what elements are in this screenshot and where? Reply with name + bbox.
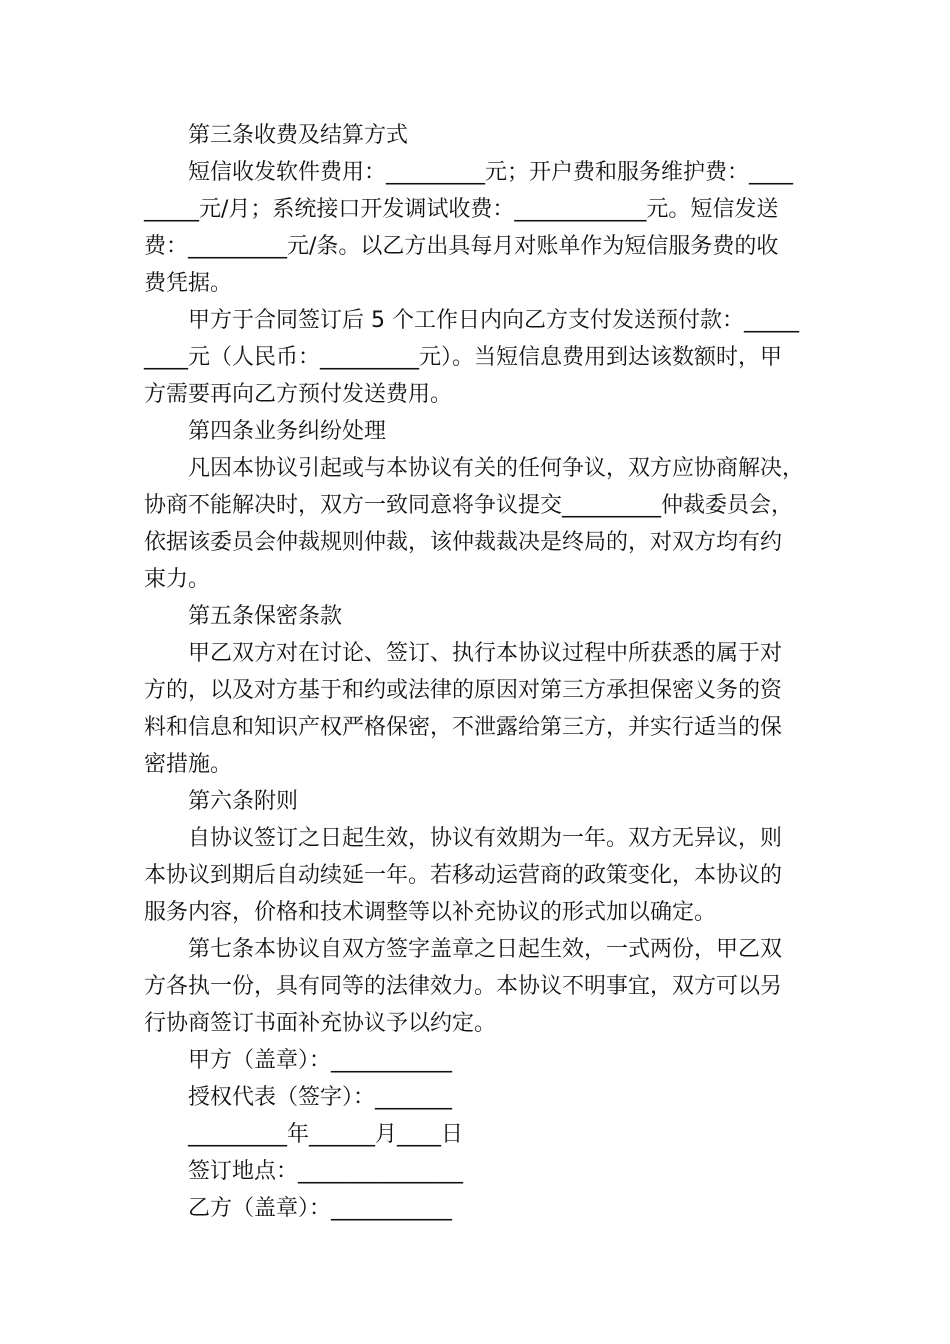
- paragraph-line: 本协议到期后自动续延一年。若移动运营商的政策变化，本协议的: [144, 863, 783, 888]
- section-heading-fees: 第三条收费及结算方式: [188, 123, 409, 148]
- signature-party-b: 乙方（盖章）：___________: [188, 1196, 453, 1221]
- paragraph-line: 自协议签订之日起生效，协议有效期为一年。双方无异议，则: [188, 826, 783, 851]
- paragraph-line: 料和信息和知识产权严格保密，不泄露给第三方，并实行适当的保: [144, 715, 783, 740]
- paragraph-line: 依据该委员会仲裁规则仲裁，该仲裁裁决是终局的，对双方均有约: [144, 530, 783, 555]
- signature-party-a: 甲方（盖章）：___________: [188, 1048, 453, 1073]
- paragraph-line: 费：_________元/条。以乙方出具每月对账单作为短信服务费的收: [144, 234, 779, 259]
- section-heading-confidentiality: 第五条保密条款: [188, 604, 343, 629]
- paragraph-line: 甲乙双方对在讨论、签订、执行本协议过程中所获悉的属于对: [188, 641, 783, 666]
- section-heading-supplementary: 第六条附则: [188, 789, 299, 814]
- paragraph-line: 束力。: [144, 567, 211, 592]
- paragraph-line: 协商不能解决时，双方一致同意将争议提交_________仲裁委员会，: [144, 493, 794, 518]
- paragraph-line: 方需要再向乙方预付发送费用。: [144, 382, 453, 407]
- paragraph-line: 行协商签订书面补充协议予以约定。: [144, 1011, 497, 1036]
- paragraph-line: 方各执一份，具有同等的法律效力。本协议不明事宜，双方可以另: [144, 974, 783, 999]
- document-body: [144, 117, 806, 1227]
- paragraph-line: ____元（人民币：_________元）。当短信息费用到达该数额时，甲: [144, 345, 783, 370]
- paragraph-line: 费凭据。: [144, 271, 233, 296]
- signature-date: _________年______月____日: [188, 1122, 464, 1147]
- paragraph-line: _____元/月；系统接口开发调试收费：____________元。短信发送: [144, 197, 779, 222]
- signature-authorized-rep: 授权代表（签字）：_______: [188, 1085, 453, 1110]
- paragraph-line: 凡因本协议引起或与本协议有关的任何争议，双方应协商解决，: [188, 456, 805, 481]
- paragraph-line: 甲方于合同签订后 5 个工作日内向乙方支付发送预付款：_____: [188, 308, 799, 333]
- section-heading-disputes: 第四条业务纠纷处理: [188, 419, 387, 444]
- signature-place: 签订地点：_______________: [188, 1159, 464, 1184]
- paragraph-line: 服务内容，价格和技术调整等以补充协议的形式加以确定。: [144, 900, 717, 925]
- paragraph-line: 第七条本协议自双方签字盖章之日起生效，一式两份，甲乙双: [188, 937, 783, 962]
- paragraph-line: 短信收发软件费用：_________元；开户费和服务维护费：____: [188, 160, 794, 185]
- paragraph-line: 方的，以及对方基于和约或法律的原因对第三方承担保密义务的资: [144, 678, 783, 703]
- paragraph-line: 密措施。: [144, 752, 233, 777]
